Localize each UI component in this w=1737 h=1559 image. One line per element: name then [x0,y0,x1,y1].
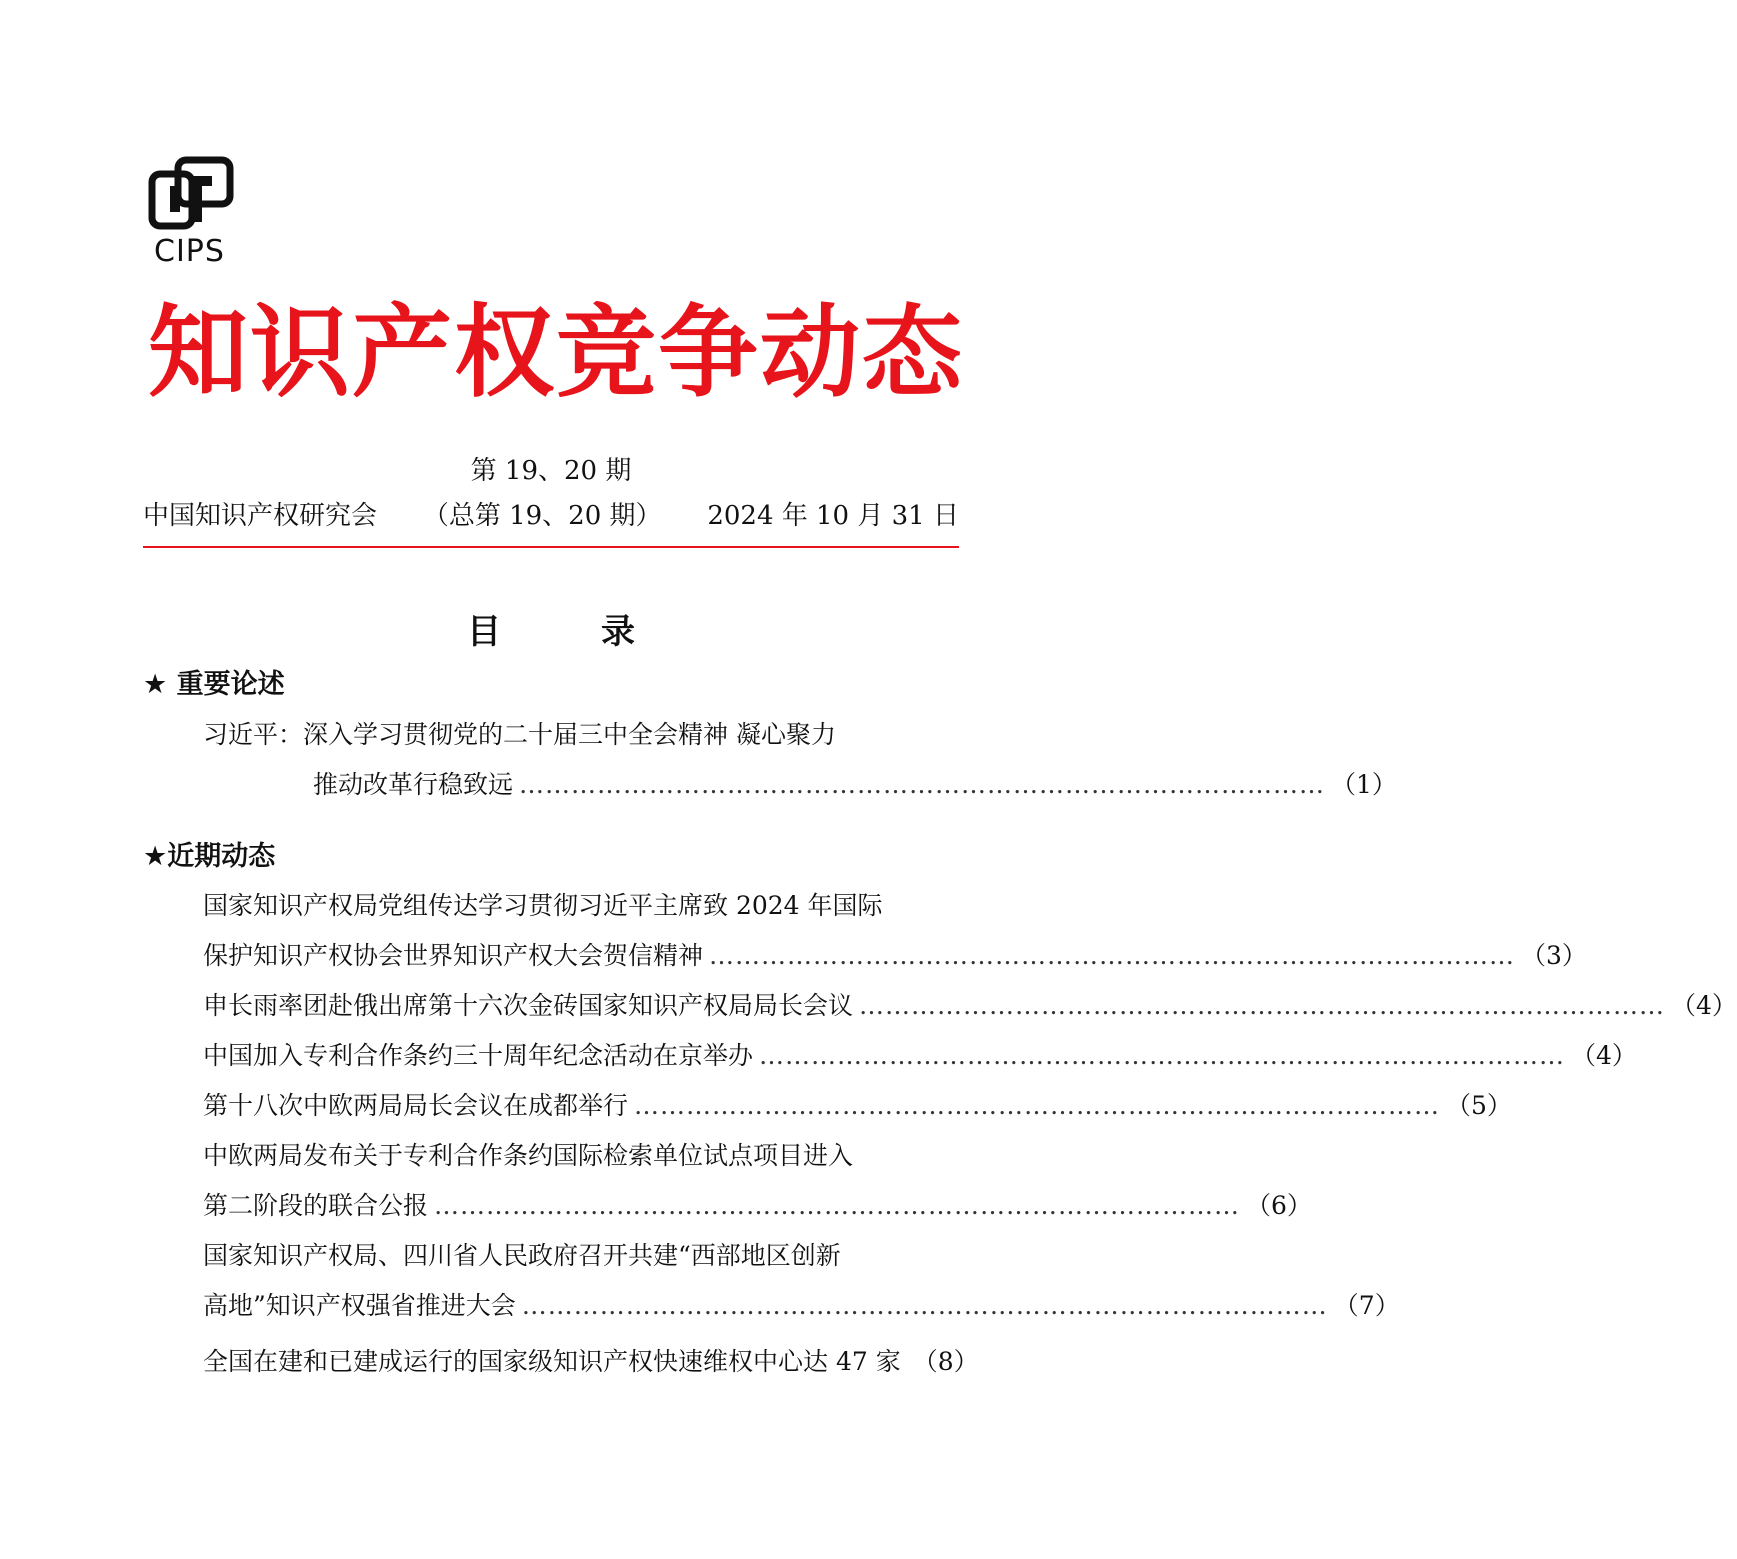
toc-page-number: （7） [1333,1291,1400,1320]
toc-page-number: （5） [1446,1091,1512,1120]
total-issue: （总第 19、20 期） [422,501,662,531]
dot-leader: ………………………………………………………………………………… [709,941,1516,970]
toc-entry[interactable] [203,986,1737,1022]
toc-entry-text: 习近平：深入学习贯彻党的二十届三中全会精神 凝心聚力 [203,720,836,749]
toc-page-number: （4） [1671,991,1737,1020]
toc-page-number: （1） [1331,770,1397,799]
toc-entry-line2[interactable] [203,1286,1400,1322]
toc-entry-line1[interactable] [203,1236,963,1272]
toc-entry-text: 推动改革行稳致远 [313,770,514,799]
toc-entry-line2[interactable] [203,1186,1312,1222]
header-divider [143,546,959,548]
section-heading-important: ★ 重要论述 [143,669,285,700]
toc-entry-text: 保护知识产权协会世界知识产权大会贺信精神 [203,941,704,970]
toc-page-number: （3） [1521,941,1587,970]
toc-page-number: （6） [1246,1191,1312,1220]
toc-entry-line2[interactable] [203,936,1587,972]
publisher: 中国知识产权研究会 [143,501,378,531]
publish-date: 2024 年 10 月 31 日 [707,501,959,531]
toc-entry-text: 申长雨率团赴俄出席第十六次金砖国家知识产权局局长会议 [203,991,854,1020]
publication-line [143,495,959,532]
toc-entry-text: 全国在建和已建成运行的国家级知识产权快速维权中心达 47 家 [203,1347,901,1376]
dot-leader: ………………………………………………………………………………… [521,1291,1328,1320]
toc-title: 目录 [467,612,735,652]
section-heading-recent: ★近期动态 [143,841,276,872]
toc-entry[interactable] [203,1342,979,1378]
issue-number: 第 19、20 期 [470,456,632,486]
masthead-title: 知识产权竞争动态 [148,293,964,411]
toc-page-number: （8） [912,1347,979,1376]
dot-leader: ………………………………………………………………………………… [859,991,1666,1020]
toc-entry-text: 高地”知识产权强省推进大会 [203,1291,516,1320]
toc-entry-text: 中欧两局发布关于专利合作条约国际检索单位试点项目进入 [203,1141,854,1170]
toc-entry-line1[interactable] [203,1136,963,1172]
toc-entry-text: 第二阶段的联合公报 [203,1191,429,1220]
toc-entry-text: 中国加入专利合作条约三十周年纪念活动在京举办 [203,1041,754,1070]
dot-leader: ………………………………………………………………………………… [434,1191,1241,1220]
toc-entry-text: 国家知识产权局党组传达学习贯彻习近平主席致 2024 年国际 [203,891,883,920]
toc-entry-line2[interactable] [313,765,1397,801]
dot-leader: ………………………………………………………………………………… [759,1041,1566,1070]
cips-logo [148,156,240,269]
toc-entry-text: 国家知识产权局、四川省人民政府召开共建“西部地区创新 [203,1241,841,1270]
cips-logo-icon [148,156,236,232]
dot-leader: ………………………………………………………………………………… [519,770,1326,799]
toc-entry[interactable] [203,1036,1637,1072]
logo-text: CIPS [154,234,225,269]
dot-leader: ………………………………………………………………………………… [634,1091,1441,1120]
toc-entry-line1[interactable] [203,886,963,922]
toc-entry-text: 第十八次中欧两局局长会议在成都举行 [203,1091,629,1120]
toc-page-number: （4） [1571,1041,1637,1070]
toc-entry-line1[interactable] [203,715,963,751]
toc-entry[interactable] [203,1086,1512,1122]
